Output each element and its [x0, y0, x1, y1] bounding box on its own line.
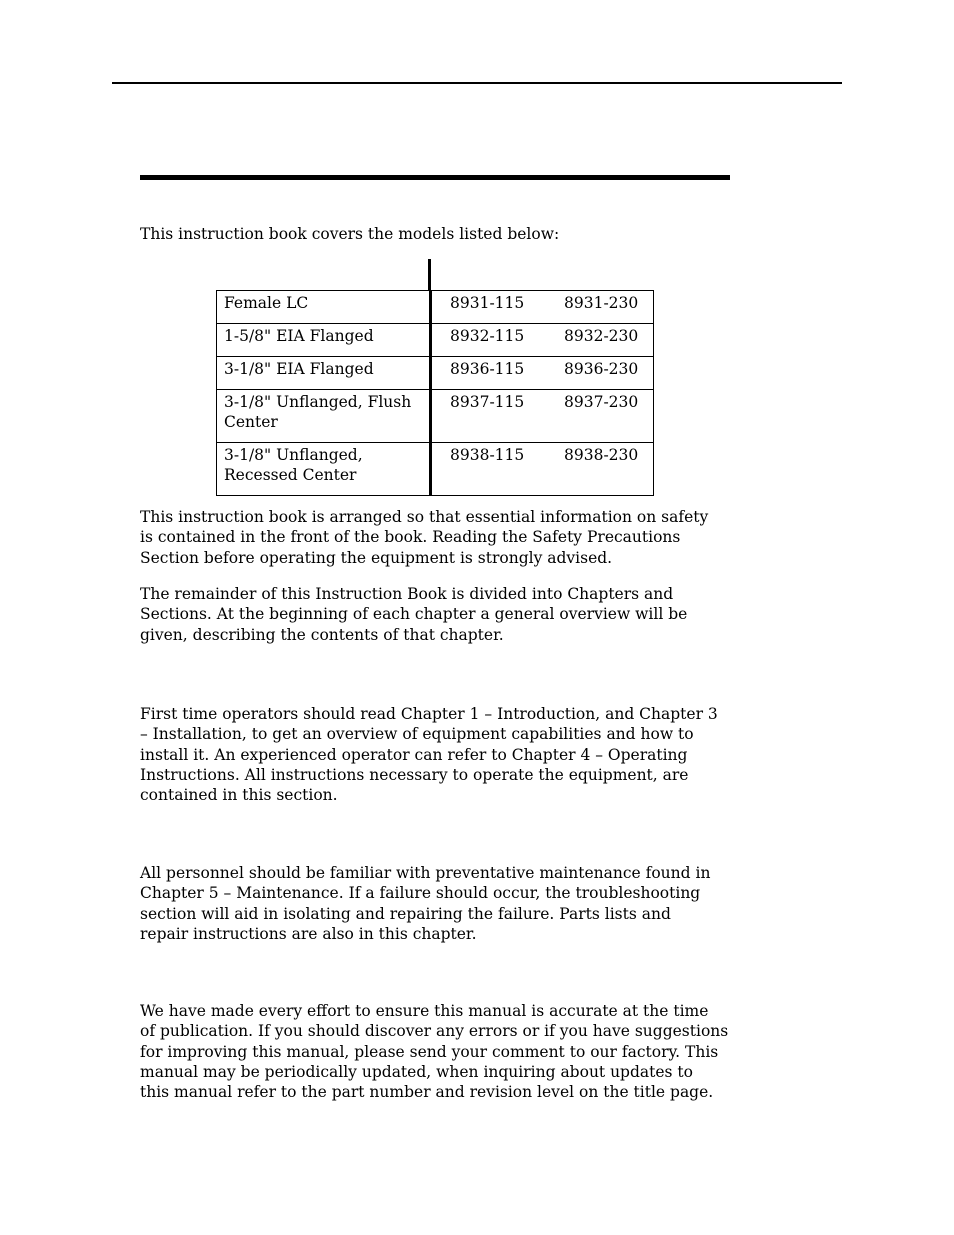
table-row: [217, 291, 654, 324]
table-row: [217, 324, 654, 357]
maintenance-paragraph: All personnel should be familiar with preventative maintenance found in Chapter 5 – Maintenance. If a failure should occur, the troubleshooting section will aid in isolating and repairing the failure. Parts lists and repair instructions are also in this chapter.: [140, 864, 711, 943]
table-row: [217, 390, 654, 443]
model-115-cell: 8937-115: [431, 390, 555, 443]
model-230-cell: 8931-230: [554, 291, 654, 324]
model-115-cell: 8938-115: [431, 443, 555, 496]
operators-paragraph: First time operators should read Chapter 1 – Introduction, and Chapter 3 – Installation, to get an overview of equipment capabilities and how to install it. An experienced operator can refer to Chapter 4 – Operating Instructions. All instructions necessary to operate the equipment, are contained in this section.: [140, 705, 718, 805]
model-230-cell: 8932-230: [554, 324, 654, 357]
table-header-divider: [428, 259, 431, 291]
model-115-cell: 8932-115: [431, 324, 555, 357]
table-row: [217, 357, 654, 390]
intro-paragraph: This instruction book covers the models listed below:: [140, 225, 560, 243]
model-name-cell: Female LC: [217, 291, 431, 324]
model-230-cell: 8937-230: [554, 390, 654, 443]
model-name-cell: 3-1/8" Unflanged, Recessed Center: [217, 443, 431, 496]
model-name-cell: 3-1/8" EIA Flanged: [217, 357, 431, 390]
model-230-cell: 8938-230: [554, 443, 654, 496]
structure-paragraph: The remainder of this Instruction Book is divided into Chapters and Sections. At the beginning of each chapter a general overview will be given, describing the contents of that chapter.: [140, 585, 688, 644]
arrangement-paragraph: This instruction book is arranged so that essential information on safety is contained in the front of the book. Reading the Safety Precautions Section before operating the equipment is strongly advised.: [140, 508, 709, 567]
section-title-rule: [140, 175, 730, 180]
feedback-paragraph: We have made every effort to ensure this manual is accurate at the time of publication. If you should discover any errors or if you have suggestions for improving this manual, please send your comment to our factory. This manual may be periodically updated, when inquiring about updates to this manual refer to the part number and revision level on the title page.: [140, 1002, 729, 1102]
model-115-cell: 8931-115: [431, 291, 555, 324]
table-row: [217, 443, 654, 496]
model-230-cell: 8936-230: [554, 357, 654, 390]
model-name-cell: 1-5/8" EIA Flanged: [217, 324, 431, 357]
header-rule: [112, 82, 842, 84]
model-115-cell: 8936-115: [431, 357, 555, 390]
models-table: [216, 290, 654, 496]
model-name-cell: 3-1/8" Unflanged, Flush Center: [217, 390, 431, 443]
